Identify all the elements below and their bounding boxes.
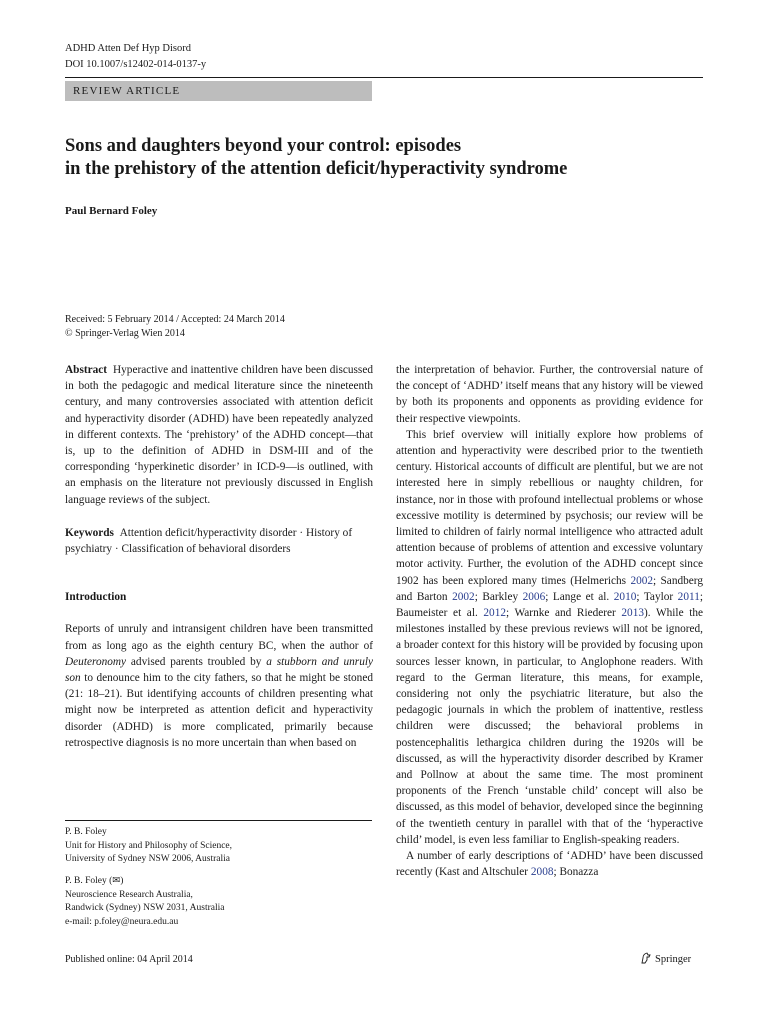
intro-text-b: advised parents troubled by	[126, 655, 267, 668]
keywords	[65, 525, 373, 557]
article-type-band	[65, 81, 372, 101]
right-column	[396, 362, 703, 881]
rp2-sep6: ; Warnke and Riederer	[506, 607, 622, 620]
dates-block	[65, 313, 285, 341]
affiliation-rule	[65, 820, 372, 821]
copyright: © Springer-Verlag Wien 2014	[65, 328, 185, 339]
citation-sandberg[interactable]: 2002	[452, 590, 475, 603]
affiliation-2-name: P. B. Foley (✉)	[65, 876, 124, 886]
rp2-sep1: ; Sandberg and Barton	[396, 574, 703, 603]
article-title	[65, 135, 705, 181]
published-online: Published online: 04 April 2014	[65, 954, 193, 965]
citation-warnke[interactable]: 2013	[621, 607, 644, 620]
doi[interactable]: DOI 10.1007/s12402-014-0137-y	[65, 59, 207, 70]
intro-text-a: Reports of unruly and intransigent children have been transmitted from as long ago as the eighth century BC, when the author of	[65, 623, 373, 652]
intro-paragraph	[65, 621, 373, 751]
citation-helmerichs[interactable]: 2002	[630, 574, 654, 587]
affiliation-1-line1: Unit for History and Philosophy of Science,	[65, 840, 233, 851]
title-line-2: in the prehistory of the attention deficit/hyperactivity syndrome	[65, 159, 568, 179]
affiliation-2	[65, 875, 224, 929]
rp3-text-a: A number of early descriptions of ‘ADHD’ have been discussed recently (Kast and Altschuler	[396, 850, 703, 879]
rp2-sep3: ; Lange et al.	[545, 590, 614, 603]
right-paragraph-2	[396, 427, 703, 848]
affiliation-1	[65, 826, 232, 867]
citation-barkley[interactable]: 2006	[522, 590, 546, 603]
author: Paul Bernard Foley	[65, 205, 158, 217]
title-line-1: Sons and daughters beyond your control: episodes	[65, 136, 462, 156]
affiliation-1-name: P. B. Foley	[65, 827, 107, 837]
abstract-label: Abstract	[65, 364, 108, 376]
citation-taylor[interactable]: 2011	[677, 590, 700, 603]
affiliation-2-line1: Neuroscience Research Australia,	[65, 889, 193, 900]
rp2-sep4: ; Taylor	[636, 590, 678, 603]
citation-kast[interactable]: 2008	[530, 866, 554, 879]
received-accepted: Received: 5 February 2014 / Accepted: 24 March 2014	[65, 314, 285, 325]
keywords-text: Attention deficit/hyperactivity disorder · History of psychiatry · Classification of behavioral disorders	[65, 526, 353, 556]
intro-em-deuteronomy: Deuteronomy	[65, 655, 127, 668]
intro-text-c: to denounce him to the city fathers, so that he might be stoned (21: 18–21). But identifying accounts of children presenting what might now be interpreted as attention deficit and hyperactivity disorder (ADHD) is more complicated, primarily because retrospective diagnosis is no more uncertain than when based on	[65, 672, 373, 749]
citation-lange[interactable]: 2010	[613, 590, 637, 603]
abstract	[65, 362, 373, 508]
left-column	[65, 362, 373, 751]
rp2-sep5: ; Baumeister et al.	[396, 590, 703, 620]
affiliation-1-line2: University of Sydney NSW 2006, Australia	[65, 854, 231, 864]
rp2-text: This brief overview will initially explore how problems of attention and hyperactivity were described prior to the twentieth century. Historical accounts of difficult are plentiful, but we are not interested here in simply rebellious or naughty children, for instance, nor in those with profound intellectual problems or whose excessive motility is determined by psychosis; our review will be limited to children of fairly normal intelligence who attracted adult attention because of problems of attention and excessive voluntary motor activity. Further, the evolution of the ADHD concept since 1902 has been explored many times (Helmerichs	[396, 428, 703, 587]
rp2-end: ). While the milestones installed by these previous reviews will not be ignored, a broader context for this history will be provided by focusing upon sources lesser known, in particular, to Anglophone readers. With regard to the German literature, this means, for example, considering not only the psychiatric literature, but also the pedagogic journals in which the problem of inattentive, restless children were discussed; the behavioral problems in postencephalitis lethargica children during the 1920s will be discussed, as will the hyperactivity disorder described by Kramer and Pollnow at about the same time. The most prominent proponents of the French ‘unstable child’ concept will also be discussed, as this model of behavior, developed since the beginning of the twentieth century in parallel with that of the ‘hyperactive child’ model, is even less familiar to English-speaking readers.	[396, 607, 703, 846]
journal-name: ADHD Atten Def Hyp Disord	[65, 43, 191, 54]
affiliation-2-line2: Randwick (Sydney) NSW 2031, Australia	[65, 903, 225, 913]
citation-baumeister[interactable]: 2012	[483, 607, 506, 620]
springer-horse-icon	[640, 952, 652, 964]
intro-em-stubborn: a stubborn and unruly son	[65, 655, 373, 685]
header-rule	[65, 77, 703, 78]
right-paragraph-3	[396, 848, 703, 880]
journal-header	[65, 41, 206, 73]
rp2-sep2: ; Barkley	[474, 590, 523, 603]
publisher-logo	[640, 952, 691, 965]
intro-heading: Introduction	[65, 591, 127, 604]
rp3-text-b: ; Bonazza	[553, 866, 599, 879]
article-type: REVIEW ARTICLE	[73, 85, 181, 97]
abstract-text: Hyperactive and inattentive children have been discussed in both the pedagogic and medical literature since the nineteenth century, and many controversies associated with attention deficit and hyperactivity disorder (ADHD) have been repeatedly analyzed in different contexts. The ‘prehistory’ of the ADHD concept—that is, up to the definition of ADHD in DSM-III and of the corresponding ‘hyperkinetic disorder’ in ICD-9—is outlined, with an emphasis on the literature not previously discussed in English language reviews of the subject.	[65, 364, 373, 506]
publisher-name: Springer	[655, 954, 692, 965]
affiliation-2-email[interactable]: e-mail: p.foley@neura.edu.au	[65, 916, 179, 927]
right-paragraph-1: the interpretation of behavior. Further, the controversial nature of the concept of ‘ADHD’ itself means that any history will be viewed by both its proponents and opponents as providing evidence for their respective viewpoints.	[396, 364, 703, 425]
keywords-label: Keywords	[65, 526, 114, 539]
